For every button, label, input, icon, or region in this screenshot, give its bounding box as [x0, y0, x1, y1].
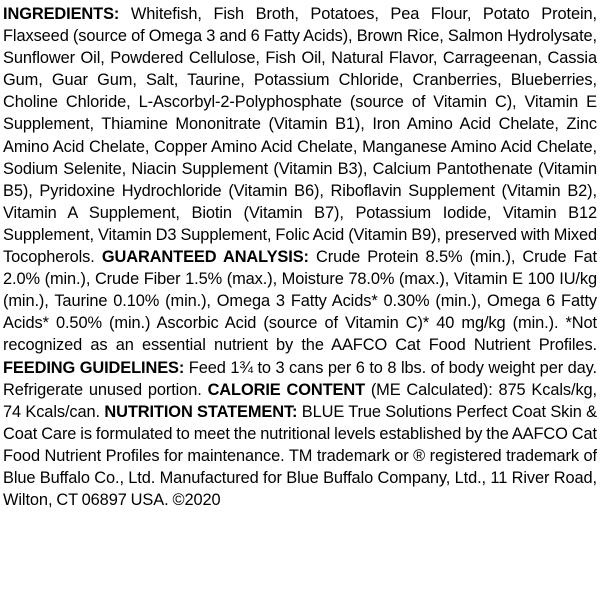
ingredients-heading: INGREDIENTS: — [3, 5, 120, 23]
ingredients-text: Whitefish, Fish Broth, Potatoes, Pea Flour, Potato Protein, Flaxseed (source of Omega 3 and 6 Fatty Acids), Brown Rice, Salmon Hydrolysate, Sunflower Oil, Powdered Cellulose, Fish Oil, Natural Flavor, Carrageenan, Cassia Gum, Guar Gum, Salt, Taurine, Potassium Chloride, Cranberries, Blueberries, Choline Chloride, L-Ascorbyl-2-Polyphosphate (source of Vitamin C), Vitamin E Supplement, Thiamine Mononitrate (Vitamin B1), Iron Amino Acid Chelate, Zinc Amino Acid Chelate, Copper Amino Acid Chelate, Manganese Amino Acid Chelate, Sodium Selenite, Niacin Supplement (Vitamin B3), Calcium Pantothenate (Vitamin B5), Pyridoxine Hydrochloride (Vitamin B6), Riboflavin Supplement (Vitamin B2), Vitamin A Supplement, Biotin (Vitamin B7), Potassium Iodide, Vitamin B12 Supplement, Vitamin D3 Supplement, Folic Acid (Vitamin B9), preserved with Mixed Tocopherols. — [3, 5, 597, 267]
guaranteed-analysis-text: Crude Protein 8.5% (min.), Crude Fat 2.0% (min.), Crude Fiber 1.5% (max.), Moisture 78.0% (max.), Vitamin E 100 IU/kg (min.), Taurine 0.10% (min.), Omega 3 Fatty Acids* 0.30% (min.), Omega 6 Fatty Acids* 0.50% (min.) Ascorbic Acid (source of Vitamin C)* 40 mg/kg (min.). *Not recognized as an essential nutrient by the AAFCO Cat Food Nutrient Profiles. — [3, 248, 598, 355]
product-label-text — [3, 3, 597, 511]
feeding-guidelines-text: Feed 1¾ to 3 cans per 6 to 8 lbs. of body weight per day. Refrigerate unused portion. — [3, 358, 597, 399]
nutrition-statement-text: BLUE True Solutions Perfect Coat Skin & Coat Care is formulated to meet the nutritional levels established by the AAFCO Cat Food Nutrient Profiles for maintenance. TM trademark or ® registered trademark of Blue Buffalo Co., Ltd. Manufactured for Blue Buffalo Company, Ltd., 11 River Road, Wilton, CT 06897 USA. ©2020 — [3, 402, 597, 510]
calorie-content-heading: CALORIE CONTENT — [207, 380, 365, 399]
feeding-guidelines-heading: FEEDING GUIDELINES: — [3, 358, 185, 377]
calorie-content-text: (ME Calculated): 875 Kcals/kg, 74 Kcals/can. — [3, 380, 598, 421]
nutrition-statement-heading: NUTRITION STATEMENT: — [104, 402, 298, 421]
guaranteed-analysis-heading: GUARANTEED ANALYSIS: — [101, 248, 309, 267]
